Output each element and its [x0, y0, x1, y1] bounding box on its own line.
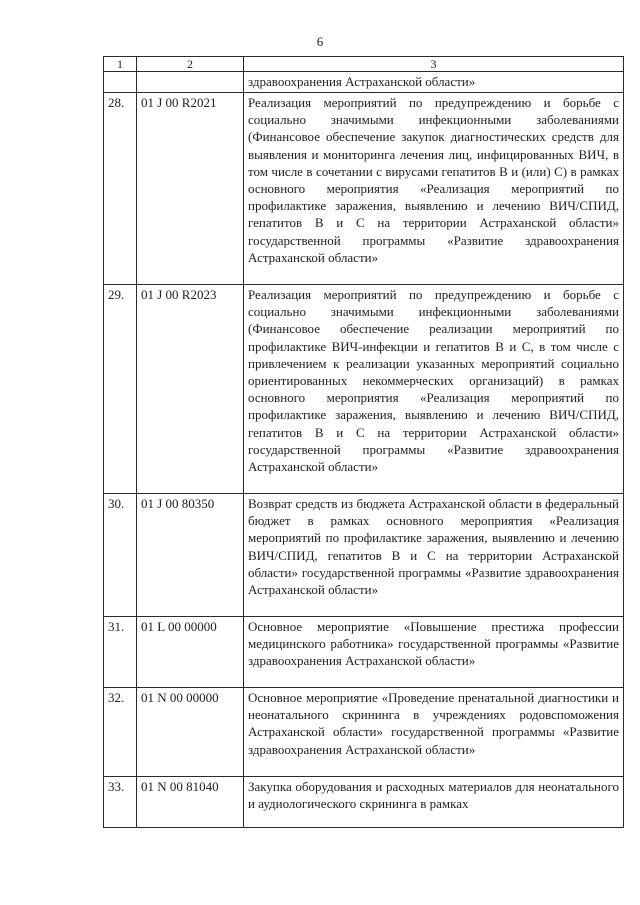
code-cell: 01 N 00 00000 — [137, 688, 244, 777]
row-number-cell: 32. — [104, 688, 137, 777]
row-number-cell: 30. — [104, 494, 137, 617]
row-number-cell: 31. — [104, 617, 137, 688]
continuation-text: здравоохранения Астраханской области» — [244, 72, 624, 93]
table-row — [104, 688, 624, 777]
table-row — [104, 285, 624, 494]
header-col-1: 1 — [104, 57, 137, 72]
table-row — [104, 617, 624, 688]
header-col-2: 2 — [137, 57, 244, 72]
description-cell: Возврат средств из бюджета Астраханской области в федеральный бюджет в рамках основного мероприятия «Реализация мероприятий по профилактике заражения, выявлению и лечению ВИЧ/СПИД, гепатитов В и С на территории Астраханской области» государственной программы «Развитие здравоохранения Астраханской области» — [244, 494, 624, 617]
description-cell: Реализация мероприятий по предупреждению и борьбе с социально значимыми инфекционными заболеваниями (Финансовое обеспечение реализации мероприятий по профилактике ВИЧ-инфекции и гепатитов В и С, в том числе с привлечением к реализации указанных мероприятий социально ориентированных некоммерческих организаций) в рамках основного мероприятия «Реализация мероприятий по профилактике заражения, выявлению и лечению ВИЧ/СПИД, гепатитов В и С на территории Астраханской области» государственной программы «Развитие здравоохранения Астраханской области» — [244, 285, 624, 494]
table-row — [104, 93, 624, 285]
table-row — [104, 777, 624, 828]
row-number-cell: 29. — [104, 285, 137, 494]
description-cell: Закупка оборудования и расходных материалов для неонатального и аудиологического скрининга в рамках — [244, 777, 624, 828]
table-header-row — [104, 57, 624, 72]
continuation-row — [104, 72, 624, 93]
code-cell: 01 J 00 R2023 — [137, 285, 244, 494]
header-col-3: 3 — [244, 57, 624, 72]
description-cell: Основное мероприятие «Повышение престижа профессии медицинского работника» государственной программы «Развитие здравоохранения Астраханской области» — [244, 617, 624, 688]
code-cell: 01 J 00 R2021 — [137, 93, 244, 285]
code-cell: 01 N 00 81040 — [137, 777, 244, 828]
code-cell: 01 J 00 80350 — [137, 494, 244, 617]
budget-classification-table — [103, 56, 624, 828]
page-number: 6 — [316, 34, 324, 49]
table-row — [104, 494, 624, 617]
description-cell: Реализация мероприятий по предупреждению и борьбе с социально значимыми инфекционными заболеваниями (Финансовое обеспечение закупок диагностических средств для выявления и мониторинга лечения лиц, инфицированных ВИЧ, в том числе в сочетании с вирусами гепатитов В и (или) С) в рамках основного мероприятия «Реализация мероприятий по профилактике заражения, выявлению и лечению ВИЧ/СПИД, гепатитов В и С на территории Астраханской области» государственной программы «Развитие здравоохранения Астраханской области» — [244, 93, 624, 285]
code-cell: 01 L 00 00000 — [137, 617, 244, 688]
row-number-cell: 28. — [104, 93, 137, 285]
row-number-cell — [104, 72, 137, 93]
code-cell — [137, 72, 244, 93]
row-number-cell: 33. — [104, 777, 137, 828]
description-cell: Основное мероприятие «Проведение пренатальной диагностики и неонатального скрининга в учреждениях родовспоможения Астраханской области» государственной программы «Развитие здравоохранения Астраханской области» — [244, 688, 624, 777]
